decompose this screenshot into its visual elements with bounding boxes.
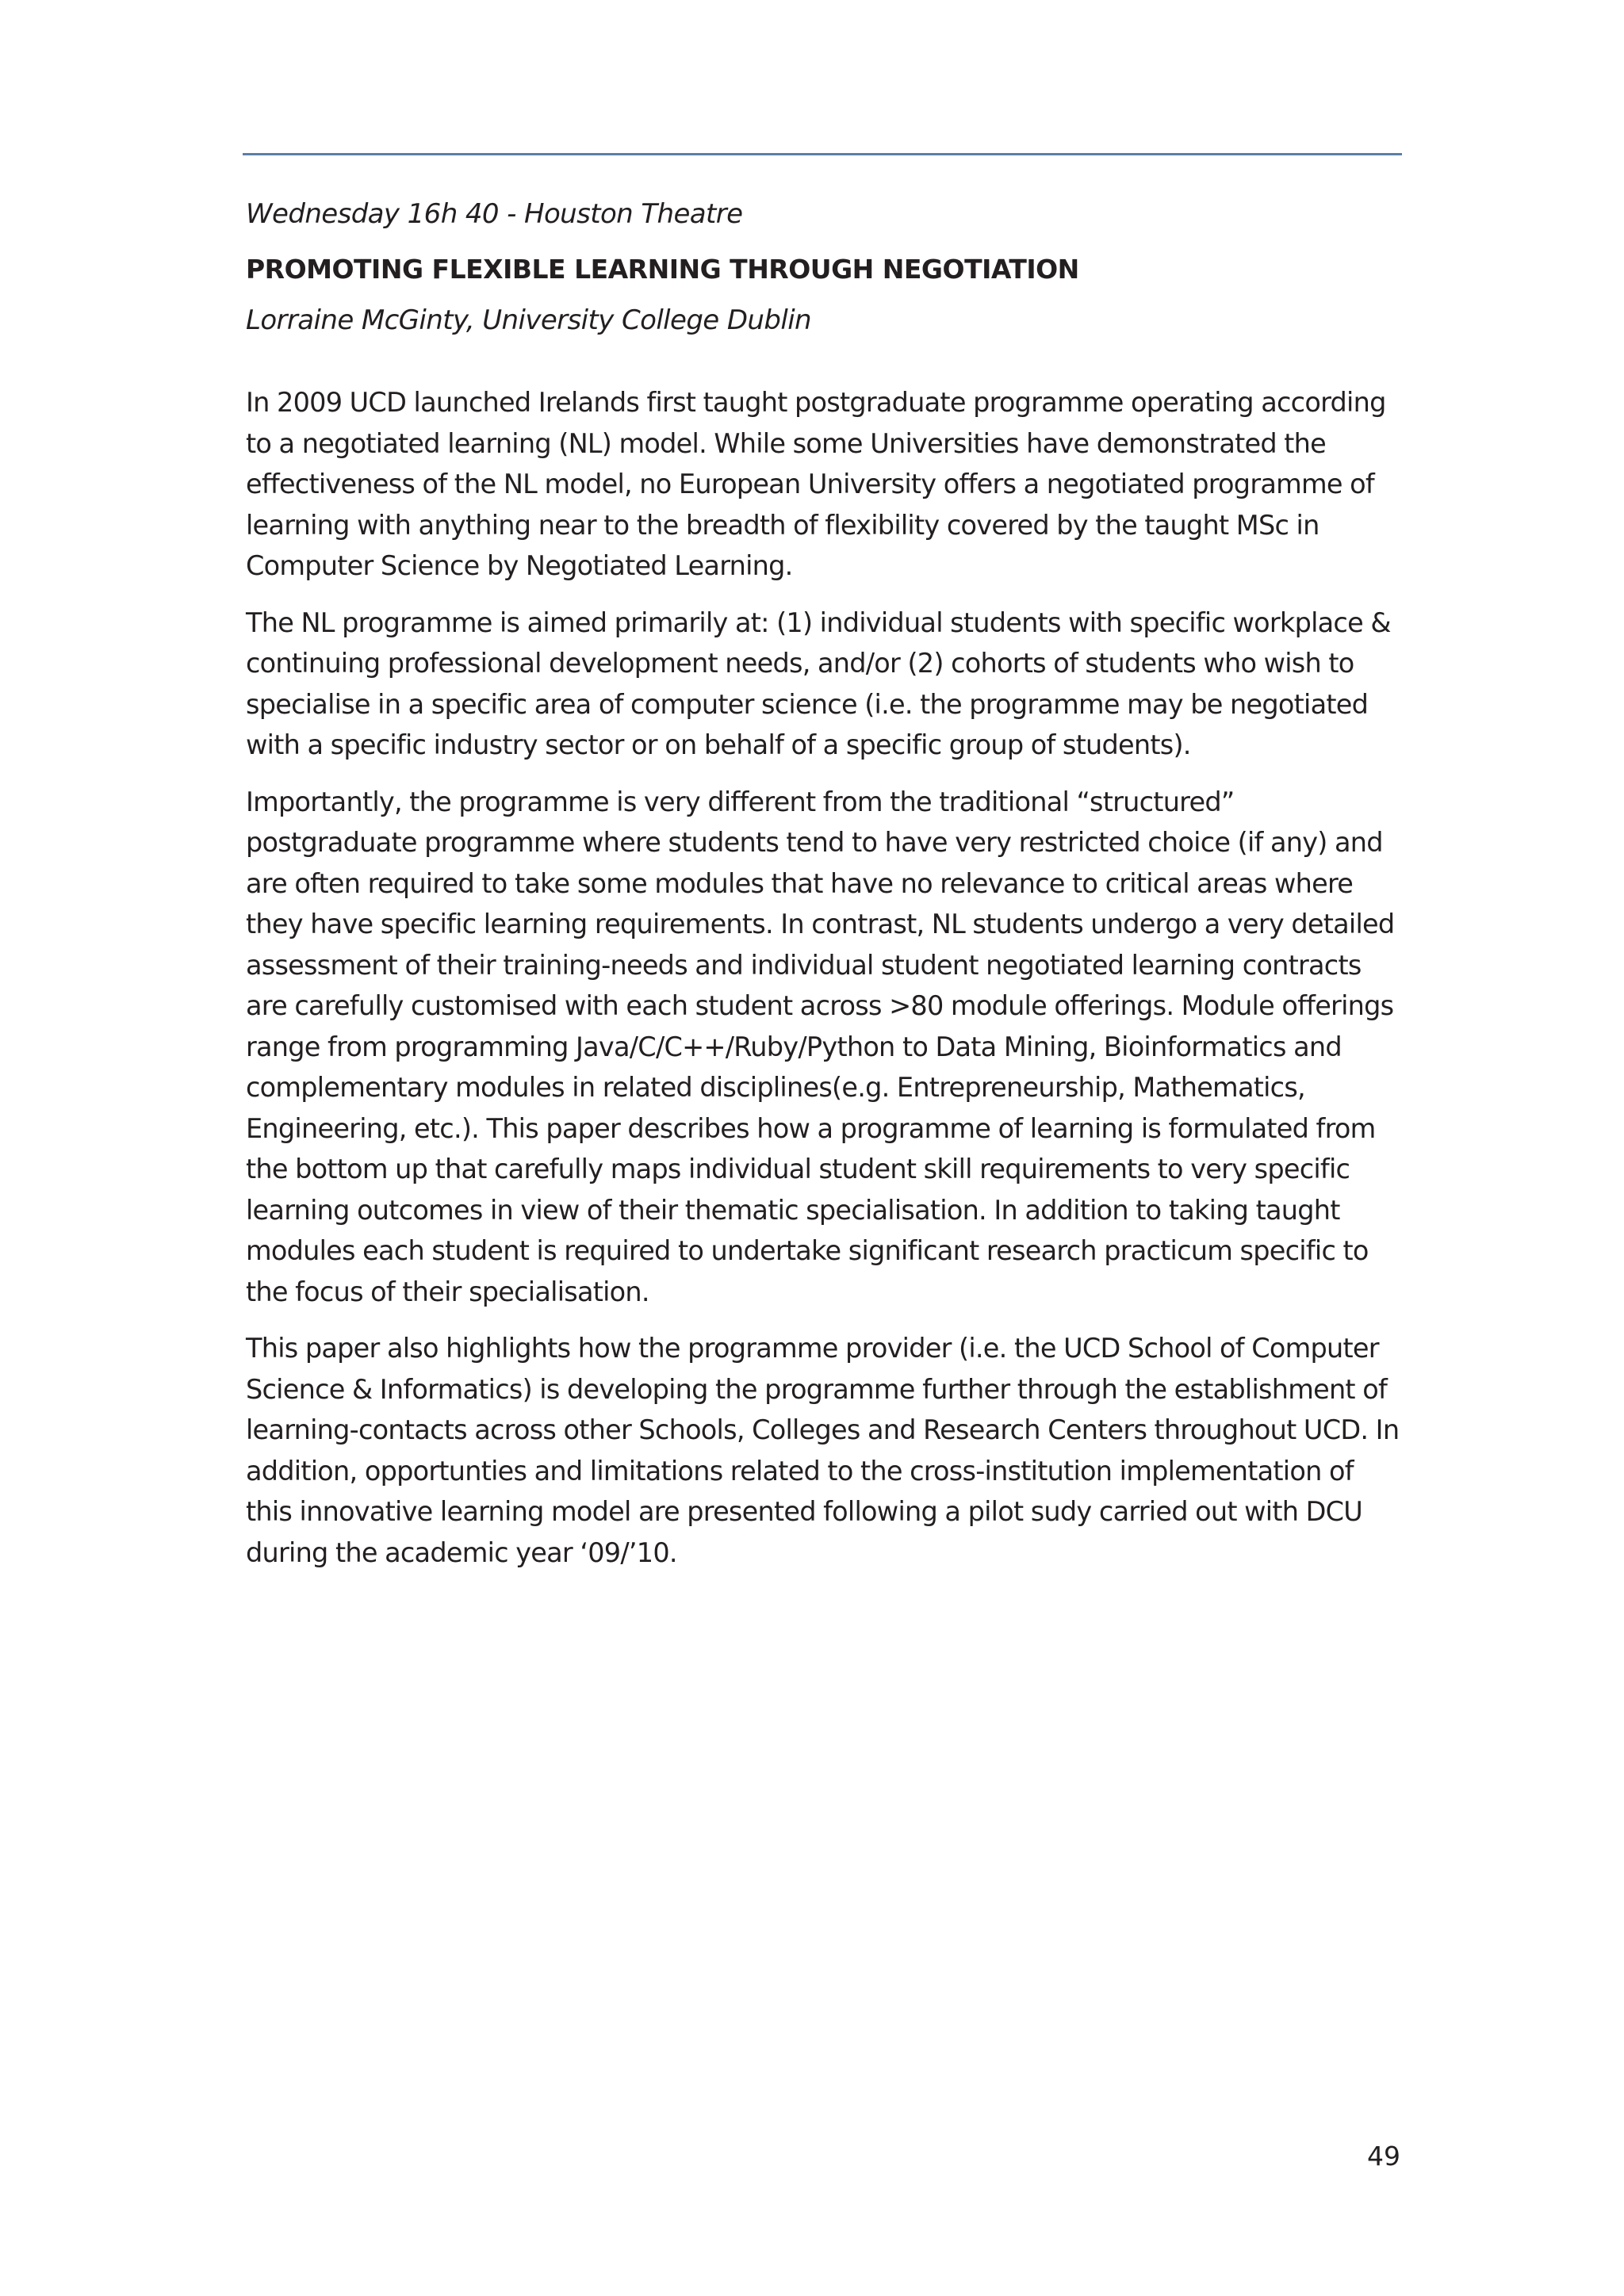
abstract-body bbox=[246, 382, 1404, 1573]
paragraph-3: Importantly, the programme is very different from the traditional “structured” postgraduate programme where students tend to have very restricted choice (if any) and are often required to take some modules that have no relevance to critical areas where they have specific learning requirements. In contrast, NL students undergo a very detailed assessment of their training-needs and individual student negotiated learning contracts are carefully customised with each student across >80 module offerings. Module offerings range from programming Java/C/C++/Ruby/Python to Data Mining, Bioinformatics and complementary modules in related disciplines(e.g. Entrepreneurship, Mathematics, Engineering, etc.). This paper describes how a programme of learning is formulated from the bottom up that carefully maps individual student skill requirements to very specific learning outcomes in view of their thematic specialisation. In addition to taking taught modules each student is required to undertake significant research practicum specific to the focus of their specialisation. bbox=[246, 786, 1395, 1307]
page-number: 49 bbox=[1367, 2141, 1400, 2172]
session-info: Wednesday 16h 40 - Houston Theatre bbox=[246, 198, 743, 230]
abstract-title: PROMOTING FLEXIBLE LEARNING THROUGH NEGOTIATION bbox=[246, 254, 1079, 285]
abstract-content bbox=[246, 197, 1404, 1589]
paragraph-4: This paper also highlights how the programme provider (i.e. the UCD School of Computer Science & Informatics) is developing the programme further through the establishment of learning-contacts across other Schools, Colleges and Research Centers throughout UCD. In addition, opportunties and limitations related to the cross-institution implementation of this innovative learning model are presented following a pilot sudy carried out with DCU during the academic year ‘09/’10. bbox=[246, 1333, 1400, 1568]
author-affiliation: Lorraine McGinty, University College Dublin bbox=[246, 304, 811, 336]
header-rule bbox=[243, 153, 1402, 155]
paragraph-1: In 2009 UCD launched Irelands first taught postgraduate programme operating according to a negotiated learning (NL) model. While some Universities have demonstrated the effectiveness of the NL model, no European University offers a negotiated programme of learning with anything near to the breadth of flexibility covered by the taught MSc in Computer Science by Negotiated Learning. bbox=[246, 387, 1386, 581]
paragraph-2: The NL programme is aimed primarily at: (1) individual students with specific workplace & continuing professional development needs, and/or (2) cohorts of students who wish to specialise in a specific area of computer science (i.e. the programme may be negotiated with a specific industry sector or on behalf of a specific group of students). bbox=[246, 607, 1391, 760]
